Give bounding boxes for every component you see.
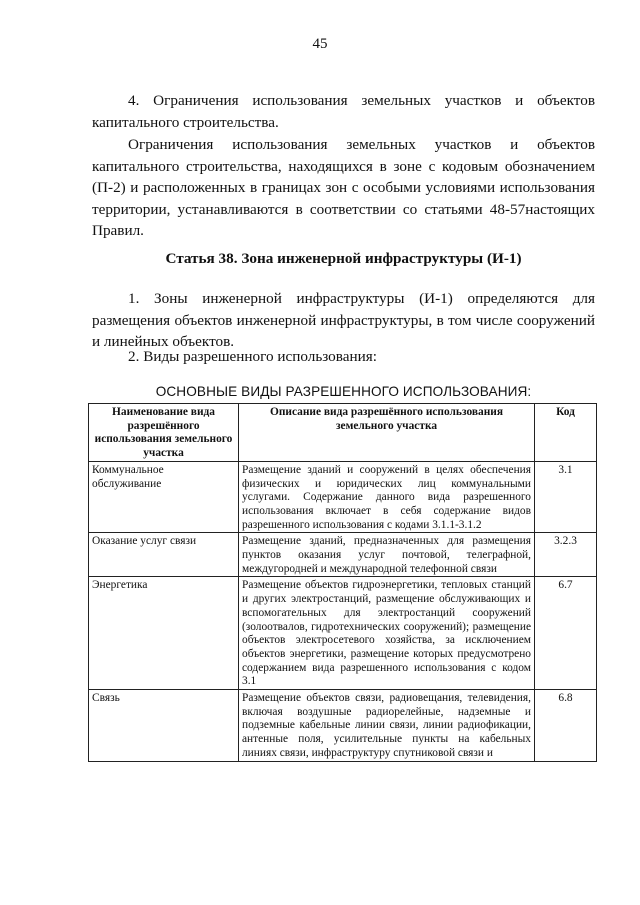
row-name: Оказание услуг связи — [89, 533, 239, 577]
article-heading: Статья 38. Зона инженерной инфраструктуры (И-1) — [165, 250, 522, 267]
table-row — [89, 577, 597, 690]
row-code: 6.8 — [535, 690, 597, 762]
table-header-row — [89, 404, 597, 462]
article-paragraph-2: 2. Виды разрешенного использования: — [128, 348, 377, 365]
section-4-body: Ограничения использования земельных участков и объектов капитального строительства, находящихся в зоне с кодовым обозначением (П-2) и расположенных в границах зон с особыми условиями использования территории, устанавливаются в соответствии со статьями 48-57настоящих Правил. — [92, 136, 595, 240]
row-description: Размещение зданий, предназначенных для размещения пунктов оказания услуг почтовой, телеграфной, междугородней и международной телефонной связи — [239, 533, 535, 577]
row-name: Коммунальное обслуживание — [89, 461, 239, 533]
row-code: 3.2.3 — [535, 533, 597, 577]
table-row — [89, 690, 597, 762]
header-code: Код — [535, 404, 597, 462]
row-description: Размещение зданий и сооружений в целях обеспечения физических и юридических лиц коммунальными услугами. Содержание данного вида разрешенного использования включает в себя содержание видов разрешенного использования с кодами 3.1.1-3.1.2 — [239, 461, 535, 533]
row-description: Размещение объектов связи, радиовещания, телевидения, включая воздушные радиорелейные, надземные и подземные кабельные линии связи, линии радиофикации, антенные поля, усилительные пункты на кабельных линиях связи, инфраструктуру спутниковой связи и — [239, 690, 535, 762]
row-code: 3.1 — [535, 461, 597, 533]
header-name: Наименование вида разрешённого использования земельного участка — [89, 404, 239, 462]
row-name: Энергетика — [89, 577, 239, 690]
article-paragraph-1: 1. Зоны инженерной инфраструктуры (И-1) определяются для размещения объектов инженерной инфраструктуры, в том числе сооружений и линейных объектов. — [92, 290, 595, 351]
header-description: Описание вида разрешённого использования земельного участка — [239, 404, 535, 462]
row-description: Размещение объектов гидроэнергетики, тепловых станций и других электростанций, размещение обслуживающих и вспомогательных для электростанций сооружений (золоотвалов, гидротехнических сооружений); размещение объектов электросетевого хозяйства, за исключением объектов энергетики, размещение которых предусмотрено содержанием вида разрешенного использования с кодом 3.1 — [239, 577, 535, 690]
row-code: 6.7 — [535, 577, 597, 690]
permitted-use-table — [88, 403, 597, 762]
page-number: 45 — [312, 36, 328, 52]
table-row — [89, 533, 597, 577]
table-caption: ОСНОВНЫЕ ВИДЫ РАЗРЕШЕННОГО ИСПОЛЬЗОВАНИЯ: — [155, 384, 532, 399]
section-4-title: 4. Ограничения использования земельных участков и объектов капитального строительства. — [92, 92, 595, 131]
table-row — [89, 461, 597, 533]
row-name: Связь — [89, 690, 239, 762]
